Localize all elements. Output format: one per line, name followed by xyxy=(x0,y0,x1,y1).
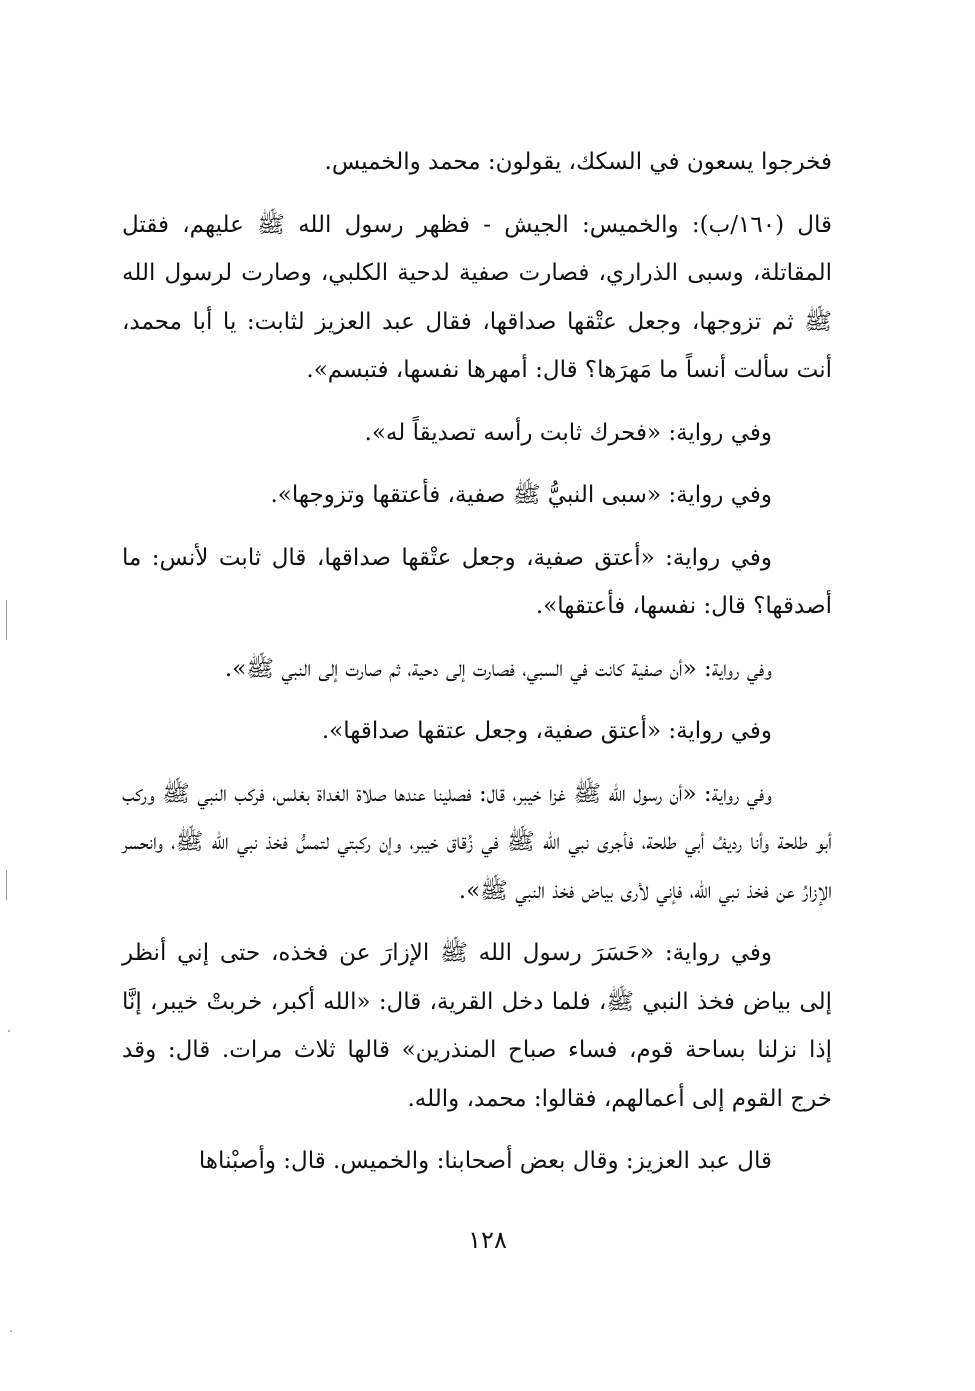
scan-artifact xyxy=(6,600,7,640)
paragraph-6: وفي رواية: «أن صفية كانت في السبي، فصارت إلى دحية، ثم صارت إلى النبي ﷺ». xyxy=(224,655,772,682)
paragraph-5: وفي رواية: «أعتق صفية، وجعل عتْقها صداقها، قال ثابت لأنس: ما أصدقها؟ قال: نفسها، فأعتقها». xyxy=(122,544,832,619)
paragraph-7: وفي رواية: «أعتق صفية، وجعل عتقها صداقها». xyxy=(321,718,772,744)
scan-artifact xyxy=(6,870,7,900)
body-text xyxy=(122,138,832,1186)
paragraph-3: وفي رواية: «فحرك ثابت رأسه تصديقاً له». xyxy=(364,419,772,446)
scan-artifact xyxy=(8,1030,10,1032)
paragraph-8: وفي رواية: «أن رسول الله ﷺ غزا خيبر، قال: فصلينا عندها صلاة الغداة بغلس، فركب النبي ﷺ وركب أبو طلحة وأنا رديفُ أبي طلحة، فأجرى نبي الله ﷺ في زُقاق خيبر، وإن ركبتي لتمسُّ فخذ نبي الله ﷺ، وانحسر الإزارُ عن فخذ نبي الله، فإني لأرى بياض فخذ النبي ﷺ». xyxy=(122,780,832,904)
paragraph-2: قال (١٦٠/ب): والخميس: الجيش - فظهر رسول الله ﷺ عليهم، فقتل المقاتلة، وسبى الذراري، فصارت صفية لدحية الكلبي، وصارت لرسول الله ﷺ ثم تزوجها، وجعل عتْقها صداقها، فقال عبد العزيز لثابت: يا أبا محمد، أنت سألت أنساً ما مَهرَها؟ قال: أمهرها نفسها، فتبسم». xyxy=(122,211,832,383)
page-number: ١٢٨ xyxy=(468,1226,507,1254)
scan-artifact xyxy=(10,1330,12,1332)
paragraph-4: وفي رواية: «سبى النبيُّ ﷺ صفية، فأعتقها وتزوجها». xyxy=(270,482,772,508)
paragraph-1: فخرجوا يسعون في السكك، يقولون: محمد والخميس. xyxy=(324,149,832,175)
paragraph-9: وفي رواية: «حَسَرَ رسول الله ﷺ الإزارَ عن فخذه، حتى إني أنظر إلى بياض فخذ النبي ﷺ، فلما دخل القرية، قال: «الله أكبر، خربتْ خيبر، إنَّا إذا نزلنا بساحة قوم، فساء صباح المنذرين» قالها ثلاث مرات. قال: وقد خرج القوم إلى أعمالهم، فقالوا: محمد، والله. xyxy=(122,940,832,1112)
paragraph-10: قال عبد العزيز: وقال بعض أصحابنا: والخميس. قال: وأصبْناها xyxy=(198,1148,772,1174)
